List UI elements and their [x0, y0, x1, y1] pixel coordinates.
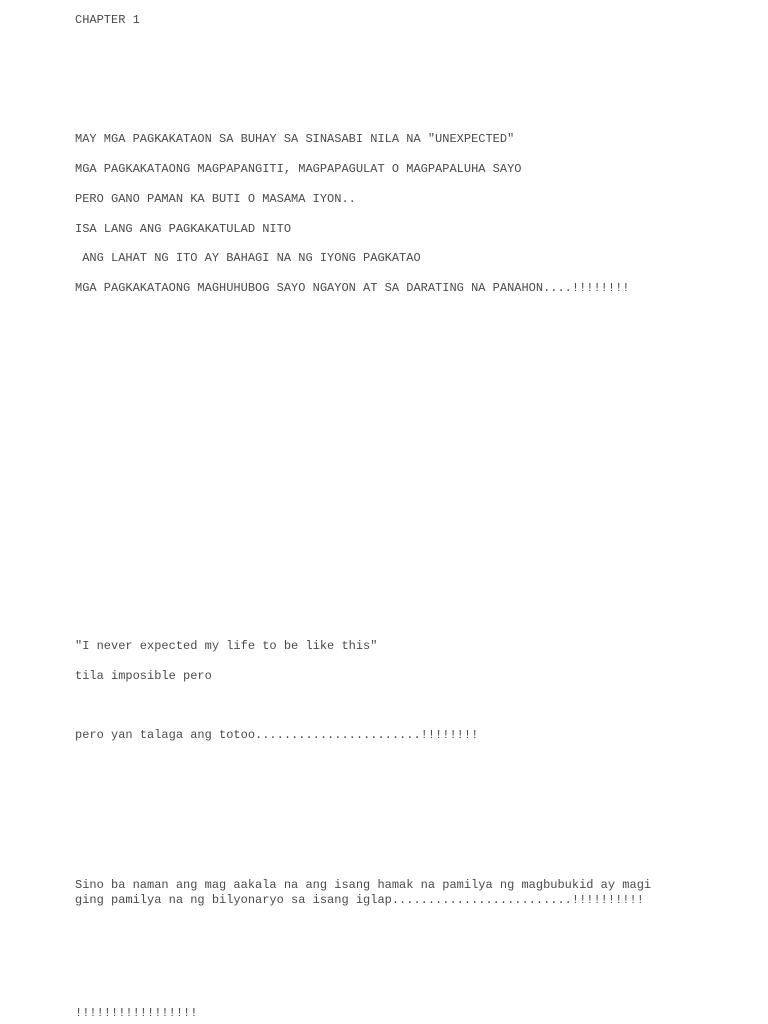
- prologue-line-4: ISA LANG ANG PAGKAKATULAD NITO: [75, 222, 292, 236]
- body-line-5: ging pamilya na ng bilyonaryo sa isang iglap.........................!!!!!!!!!!: [75, 893, 644, 907]
- body-line-4: Sino ba naman ang mag aakala na ang isang hamak na pamilya ng magbubukid ay magi: [75, 878, 652, 892]
- body-line-quote: "I never expected my life to be like this": [75, 639, 378, 653]
- prologue-line-2: MGA PAGKAKATAONG MAGPAPANGITI, MAGPAPAGULAT O MAGPAPALUHA SAYO: [75, 162, 522, 176]
- body-line-2: tila imposible pero: [75, 669, 212, 683]
- prologue-line-3: PERO GANO PAMAN KA BUTI O MASAMA IYON..: [75, 192, 356, 206]
- body-line-exclamations: !!!!!!!!!!!!!!!!!: [75, 1006, 198, 1020]
- prologue-line-6: MGA PAGKAKATAONG MAGHUHUBOG SAYO NGAYON AT SA DARATING NA PANAHON....!!!!!!!!: [75, 281, 630, 295]
- prologue-line-5: ANG LAHAT NG ITO AY BAHAGI NA NG IYONG PAGKATAO: [75, 251, 421, 265]
- body-line-3: pero yan talaga ang totoo.......................!!!!!!!!: [75, 728, 479, 742]
- chapter-heading: CHAPTER 1: [75, 13, 140, 27]
- prologue-line-1: MAY MGA PAGKAKATAON SA BUHAY SA SINASABI NILA NA "UNEXPECTED": [75, 132, 515, 146]
